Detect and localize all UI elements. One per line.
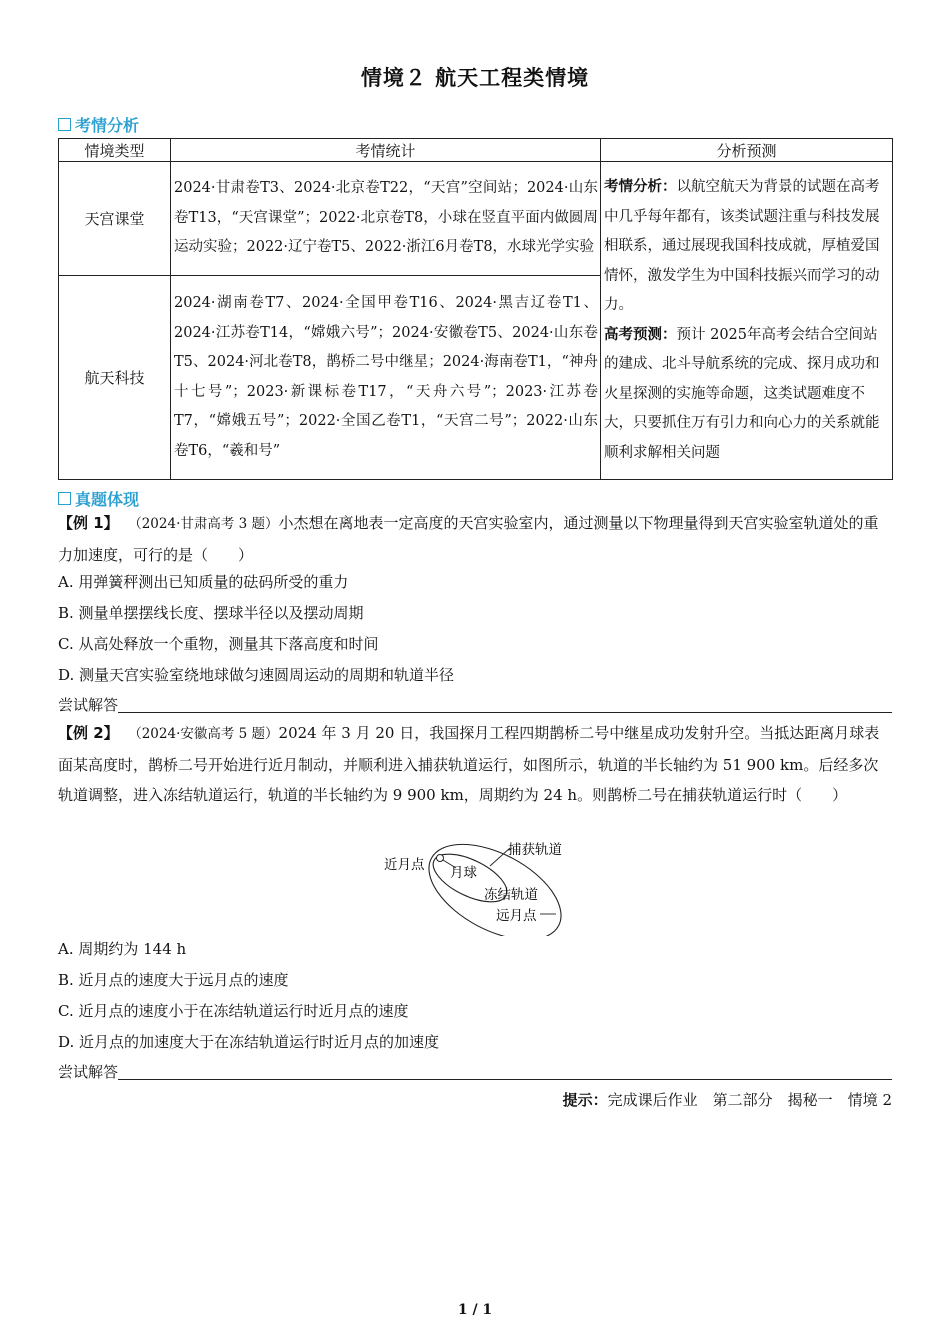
answer-blank[interactable] (118, 1079, 892, 1080)
option-c: C. 从高处释放一个重物，测量其下落高度和时间 (58, 635, 379, 653)
capture-orbit-label: 捕获轨道 (508, 842, 562, 858)
example-1-stem (58, 508, 888, 570)
option-a: A. 用弹簧秤测出已知质量的砝码所受的重力 (58, 573, 349, 591)
checkbox-square-icon (58, 118, 71, 131)
answer-label: 尝试解答 (58, 696, 119, 714)
page-number: 1 / 1 (457, 1302, 493, 1318)
header-cell-stats: 考情统计 (171, 139, 601, 162)
section-heading-analysis (58, 113, 139, 136)
answer-blank[interactable] (118, 712, 892, 713)
option-a: A. 周期约为 144 h (58, 940, 187, 958)
homework-hint (563, 1089, 892, 1110)
example-label: 【例 2】 (58, 724, 119, 742)
option-d: D. 近月点的加速度大于在冻结轨道运行时近月点的加速度 (58, 1033, 440, 1051)
stats-cell: 2024·湖南卷T7、2024·全国甲卷T16、2024·黑吉辽卷T1、2024·江苏卷T14，“嫦娥六号”；2024·安徽卷T5、2024·山东卷T5、2024·河北卷T8，鹊桥二号中继星；2024·海南卷T1，“神舟十七号”；2023·新课标卷T17，“天舟六号”；2023·江苏卷T7，“嫦娥五号”；2022·全国乙卷T1，“天宫二号”；2022·山东卷T6，“羲和号” (171, 276, 601, 480)
section-title: 考情分析 (75, 116, 140, 135)
moon-label: 月球 (450, 865, 477, 881)
example-2-stem (58, 718, 888, 811)
table-row (59, 162, 893, 276)
example-label: 【例 1】 (58, 514, 119, 532)
answer-line-1[interactable] (58, 694, 892, 715)
table-header-row (59, 139, 893, 162)
apolune-label: 远月点 (496, 908, 537, 924)
prediction-label-analysis: 考情分析： (604, 179, 677, 195)
option-c: C. 近月点的速度小于在冻结轨道运行时近月点的速度 (58, 1002, 409, 1020)
example-stem-text: 2024 年 3 月 20 日，我国探月工程四期鹊桥二号中继星成功发射升空。当抵达距离月球表面某高度时，鹊桥二号开始进行近月制动，并顺利进入捕获轨道运行，如图所示，轨道的半长轴约为 51 900 km。后经多次轨道调整，进入冻结轨道运行，轨道的半长轴约为 9 900 km，周期约为 24 h。则鹊桥二号在捕获轨道运行时（ ） (58, 724, 880, 804)
checkbox-square-icon (58, 492, 71, 505)
prediction-text-analysis: 以航空航天为背景的试题在高考中几乎每年都有，该类试题注重与科技发展相联系，通过展现我国科技成就，厚植爱国情怀，激发学生为中国科技振兴而学习的动力。 (604, 179, 880, 313)
type-cell: 天宫课堂 (59, 162, 171, 276)
analysis-table (58, 138, 893, 480)
capture-pointer (490, 848, 510, 866)
hint-text: 完成课后作业 第二部分 揭秘一 情境 2 (607, 1091, 892, 1109)
perilune-label: 近月点 (384, 857, 425, 873)
section-heading-real (58, 487, 139, 510)
option-d: D. 测量天宫实验室绕地球做匀速圆周运动的周期和轨道半径 (58, 666, 455, 684)
page-title: 情境２ 航天工程类情境 (360, 66, 590, 90)
example-stem-text: 小杰想在离地表一定高度的天宫实验室内，通过测量以下物理量得到天宫实验室轨道处的重力加速度，可行的是（ ） (58, 514, 879, 564)
option-b: B. 测量单摆摆线长度、摆球半径以及摆动周期 (58, 604, 364, 622)
orbit-diagram (380, 836, 570, 936)
header-cell-type: 情境类型 (59, 139, 171, 162)
type-cell: 航天科技 (59, 276, 171, 480)
frozen-orbit-label: 冻结轨道 (484, 887, 538, 903)
answer-label: 尝试解答 (58, 1063, 119, 1081)
option-b: B. 近月点的速度大于远月点的速度 (58, 971, 289, 989)
header-cell-prediction: 分析预测 (601, 139, 893, 162)
stats-cell: 2024·甘肃卷T3、2024·北京卷T22，“天宫”空间站；2024·山东卷T13，“天宫课堂”；2022·北京卷T8，小球在竖直平面内做圆周运动实验；2022·辽宁卷T5、2022·浙江6月卷T8，水球光学实验 (171, 162, 601, 276)
prediction-label-forecast: 高考预测： (604, 326, 677, 343)
example-source: （2024·甘肃高考 3 题） (128, 516, 279, 532)
moon-icon (437, 855, 444, 862)
prediction-text-forecast: 预计 2025年高考会结合空间站的建成、北斗导航系统的完成、探月成功和火星探测的实施等命题，这类试题难度不大，只要抓住万有引力和向心力的关系就能顺利求解相关问题 (604, 326, 880, 461)
example-source: （2024·安徽高考 5 题） (128, 726, 279, 742)
section-title: 真题体现 (75, 490, 140, 509)
answer-line-2[interactable] (58, 1061, 892, 1082)
prediction-cell (601, 162, 893, 480)
hint-label: 提示： (562, 1091, 608, 1109)
